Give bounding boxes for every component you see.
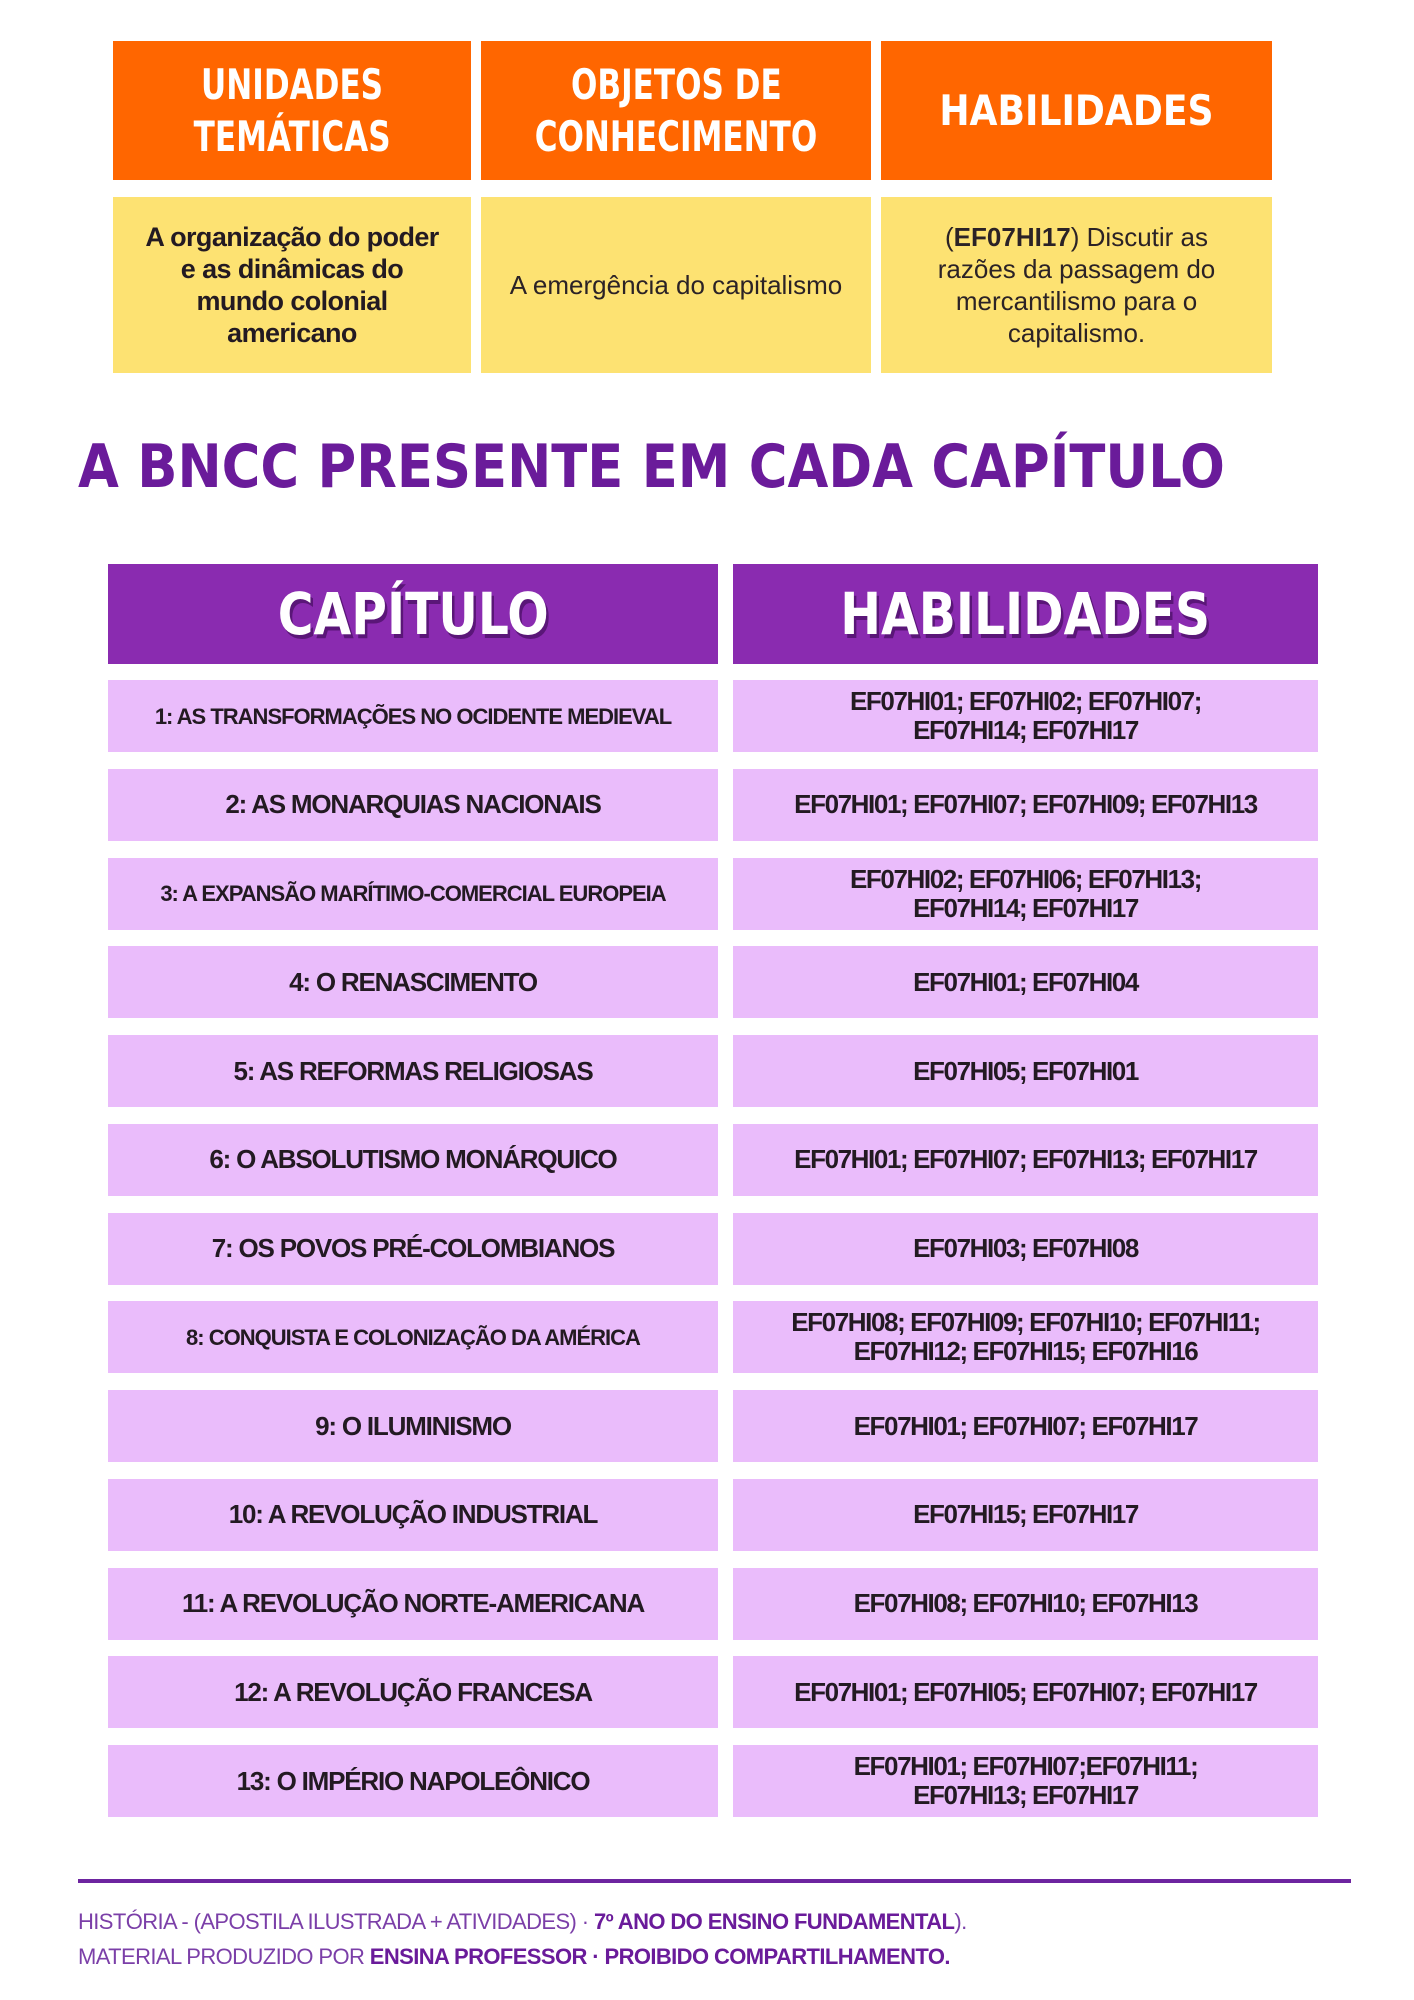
chapter-cell xyxy=(108,946,718,1018)
chapter-cell xyxy=(108,680,718,752)
skills-line: EF07HI01; EF07HI05; EF07HI07; EF07HI17 xyxy=(794,1676,1257,1707)
skills-line: EF07HI14; EF07HI17 xyxy=(913,892,1138,923)
skills-line: EF07HI03; EF07HI08 xyxy=(913,1233,1138,1263)
table-row xyxy=(108,1390,1318,1462)
header-habilidades xyxy=(881,41,1272,180)
cell-unidade-tematica: A organização do poder e as dinâmicas do mundo colonial americano xyxy=(113,197,471,373)
chapter-title: 10: A REVOLUÇÃO INDUSTRIAL xyxy=(228,1499,598,1530)
chapter-title: 7: OS POVOS PRÉ-COLOMBIANOS xyxy=(211,1233,615,1263)
table-row xyxy=(108,1213,1318,1285)
table-row xyxy=(108,1035,1318,1107)
skills-line: EF07HI08; EF07HI10; EF07HI13 xyxy=(853,1588,1198,1618)
skills-codes xyxy=(913,968,1138,997)
summary-content-row xyxy=(113,180,1272,373)
chapter-cell xyxy=(108,1479,718,1551)
skills-cell xyxy=(733,946,1318,1018)
chapter-title: 12: A REVOLUÇÃO FRANCESA xyxy=(234,1676,592,1707)
skills-cell xyxy=(733,1124,1318,1196)
summary-header-row xyxy=(113,41,1272,180)
table-row xyxy=(108,1301,1318,1373)
chapter-title: 4: O RENASCIMENTO xyxy=(289,966,537,997)
chapter-cell xyxy=(108,1390,718,1462)
chapter-cell xyxy=(108,1124,718,1196)
chapter-title: 2: AS MONARQUIAS NACIONAIS xyxy=(225,789,601,820)
table-row xyxy=(108,946,1318,1018)
table-row xyxy=(108,1568,1318,1640)
skills-cell xyxy=(733,769,1318,841)
chapter-title: 13: O IMPÉRIO NAPOLEÔNICO xyxy=(236,1765,590,1796)
footer-divider xyxy=(78,1879,1351,1883)
skills-codes xyxy=(794,790,1257,819)
cell-habilidade xyxy=(881,197,1272,373)
skills-line: EF07HI14; EF07HI17 xyxy=(913,715,1138,745)
skills-codes xyxy=(791,1308,1260,1366)
chapter-title: 1: AS TRANSFORMAÇÕES NO OCIDENTE MEDIEVAL xyxy=(154,703,672,729)
table-row xyxy=(108,1656,1318,1728)
chapter-skills-table xyxy=(108,564,1318,1834)
skills-codes xyxy=(850,865,1201,923)
chapter-rows xyxy=(108,680,1318,1817)
skills-cell xyxy=(733,1390,1318,1462)
skills-line: EF07HI01; EF07HI07; EF07HI13; EF07HI17 xyxy=(794,1144,1257,1175)
skills-line: EF07HI13; EF07HI17 xyxy=(913,1780,1138,1810)
table-row xyxy=(108,858,1318,930)
paren-open: ( xyxy=(945,222,954,252)
skills-codes xyxy=(850,687,1201,745)
footer-producer: ENSINA PROFESSOR · PROIBIDO COMPARTILHAMENTO. xyxy=(369,1944,950,1969)
skills-cell xyxy=(733,1035,1318,1107)
skills-line: EF07HI01; EF07HI07; EF07HI17 xyxy=(853,1410,1198,1441)
skills-line: EF07HI01; EF07HI07; EF07HI09; EF07HI13 xyxy=(794,789,1257,820)
skills-codes xyxy=(854,1412,1198,1441)
footer-punct: ). xyxy=(954,1909,967,1934)
footer-grade: 7º ANO DO ENSINO FUNDAMENTAL xyxy=(594,1909,955,1934)
chapter-cell xyxy=(108,1656,718,1728)
footer-line-2 xyxy=(78,1944,950,1970)
footer-producer-label: MATERIAL PRODUZIDO POR xyxy=(78,1944,370,1969)
skills-codes xyxy=(913,1500,1138,1529)
skills-codes xyxy=(913,1057,1138,1086)
footer-line-1 xyxy=(78,1909,967,1935)
skills-line: EF07HI01; EF07HI02; EF07HI07; xyxy=(849,686,1201,716)
skills-line: EF07HI01; EF07HI07;EF07HI11; xyxy=(853,1751,1198,1781)
skills-line: EF07HI05; EF07HI01 xyxy=(913,1055,1138,1086)
skills-cell xyxy=(733,1656,1318,1728)
header-habilidades xyxy=(733,564,1318,664)
section-title: A BNCC PRESENTE EM CADA CAPÍTULO xyxy=(78,432,1225,502)
table-row xyxy=(108,1124,1318,1196)
header-label: CAPÍTULO xyxy=(277,580,549,648)
header-line: UNIDADES xyxy=(200,59,383,109)
header-line: TEMÁTICAS xyxy=(193,111,391,161)
skills-cell xyxy=(733,858,1318,930)
chapter-cell xyxy=(108,1213,718,1285)
habilidade-text xyxy=(907,221,1246,349)
habilidade-code: EF07HI17 xyxy=(953,222,1071,252)
skills-cell xyxy=(733,1568,1318,1640)
skills-codes xyxy=(794,1678,1257,1707)
table-row xyxy=(108,680,1318,752)
chapter-table-header xyxy=(108,564,1318,664)
table-row xyxy=(108,769,1318,841)
skills-cell xyxy=(733,1301,1318,1373)
chapter-title: 5: AS REFORMAS RELIGIOSAS xyxy=(233,1055,593,1086)
skills-line: EF07HI12; EF07HI15; EF07HI16 xyxy=(853,1336,1198,1367)
skills-codes xyxy=(794,1145,1257,1174)
header-objetos-conhecimento xyxy=(481,41,871,180)
chapter-cell xyxy=(108,858,718,930)
chapter-title: 9: O ILUMINISMO xyxy=(315,1410,511,1441)
table-row xyxy=(108,1745,1318,1817)
skills-codes xyxy=(854,1752,1198,1810)
skills-cell xyxy=(733,1213,1318,1285)
header-label: HABILIDADES xyxy=(840,580,1211,648)
bncc-summary-table xyxy=(113,41,1272,373)
chapter-title: 3: A EXPANSÃO MARÍTIMO-COMERCIAL EUROPEIA xyxy=(160,881,666,906)
header-unidades-tematicas xyxy=(113,41,471,180)
chapter-title: 6: O ABSOLUTISMO MONÁRQUICO xyxy=(209,1144,617,1175)
chapter-title: 11: A REVOLUÇÃO NORTE-AMERICANA xyxy=(181,1588,645,1618)
skills-cell xyxy=(733,1745,1318,1817)
paren-close: ) xyxy=(1070,222,1080,252)
chapter-cell xyxy=(108,1568,718,1640)
chapter-title: 8: CONQUISTA E COLONIZAÇÃO DA AMÉRICA xyxy=(186,1324,640,1350)
chapter-cell xyxy=(108,1745,718,1817)
header-line: CONHECIMENTO xyxy=(534,111,818,161)
skills-codes xyxy=(913,1234,1138,1263)
footer-subject: HISTÓRIA - (APOSTILA ILUSTRADA + ATIVIDADES) · xyxy=(78,1909,595,1934)
skills-cell xyxy=(733,1479,1318,1551)
chapter-cell xyxy=(108,769,718,841)
skills-line: EF07HI02; EF07HI06; EF07HI13; xyxy=(849,863,1201,894)
header-line: HABILIDADES xyxy=(939,85,1214,135)
skills-cell xyxy=(733,680,1318,752)
chapter-cell xyxy=(108,1035,718,1107)
header-capitulo xyxy=(108,564,718,664)
habilidade-description: Discutir as razões da passagem do mercantilismo para o capitalismo. xyxy=(937,222,1216,348)
cell-objeto-conhecimento: A emergência do capitalismo xyxy=(481,197,871,373)
chapter-cell xyxy=(108,1301,718,1373)
skills-codes xyxy=(854,1589,1198,1618)
table-row xyxy=(108,1479,1318,1551)
skills-line: EF07HI08; EF07HI09; EF07HI10; EF07HI11; xyxy=(791,1307,1260,1338)
header-line: OBJETOS DE xyxy=(570,59,782,109)
skills-line: EF07HI15; EF07HI17 xyxy=(913,1499,1138,1530)
skills-line: EF07HI01; EF07HI04 xyxy=(913,966,1138,997)
